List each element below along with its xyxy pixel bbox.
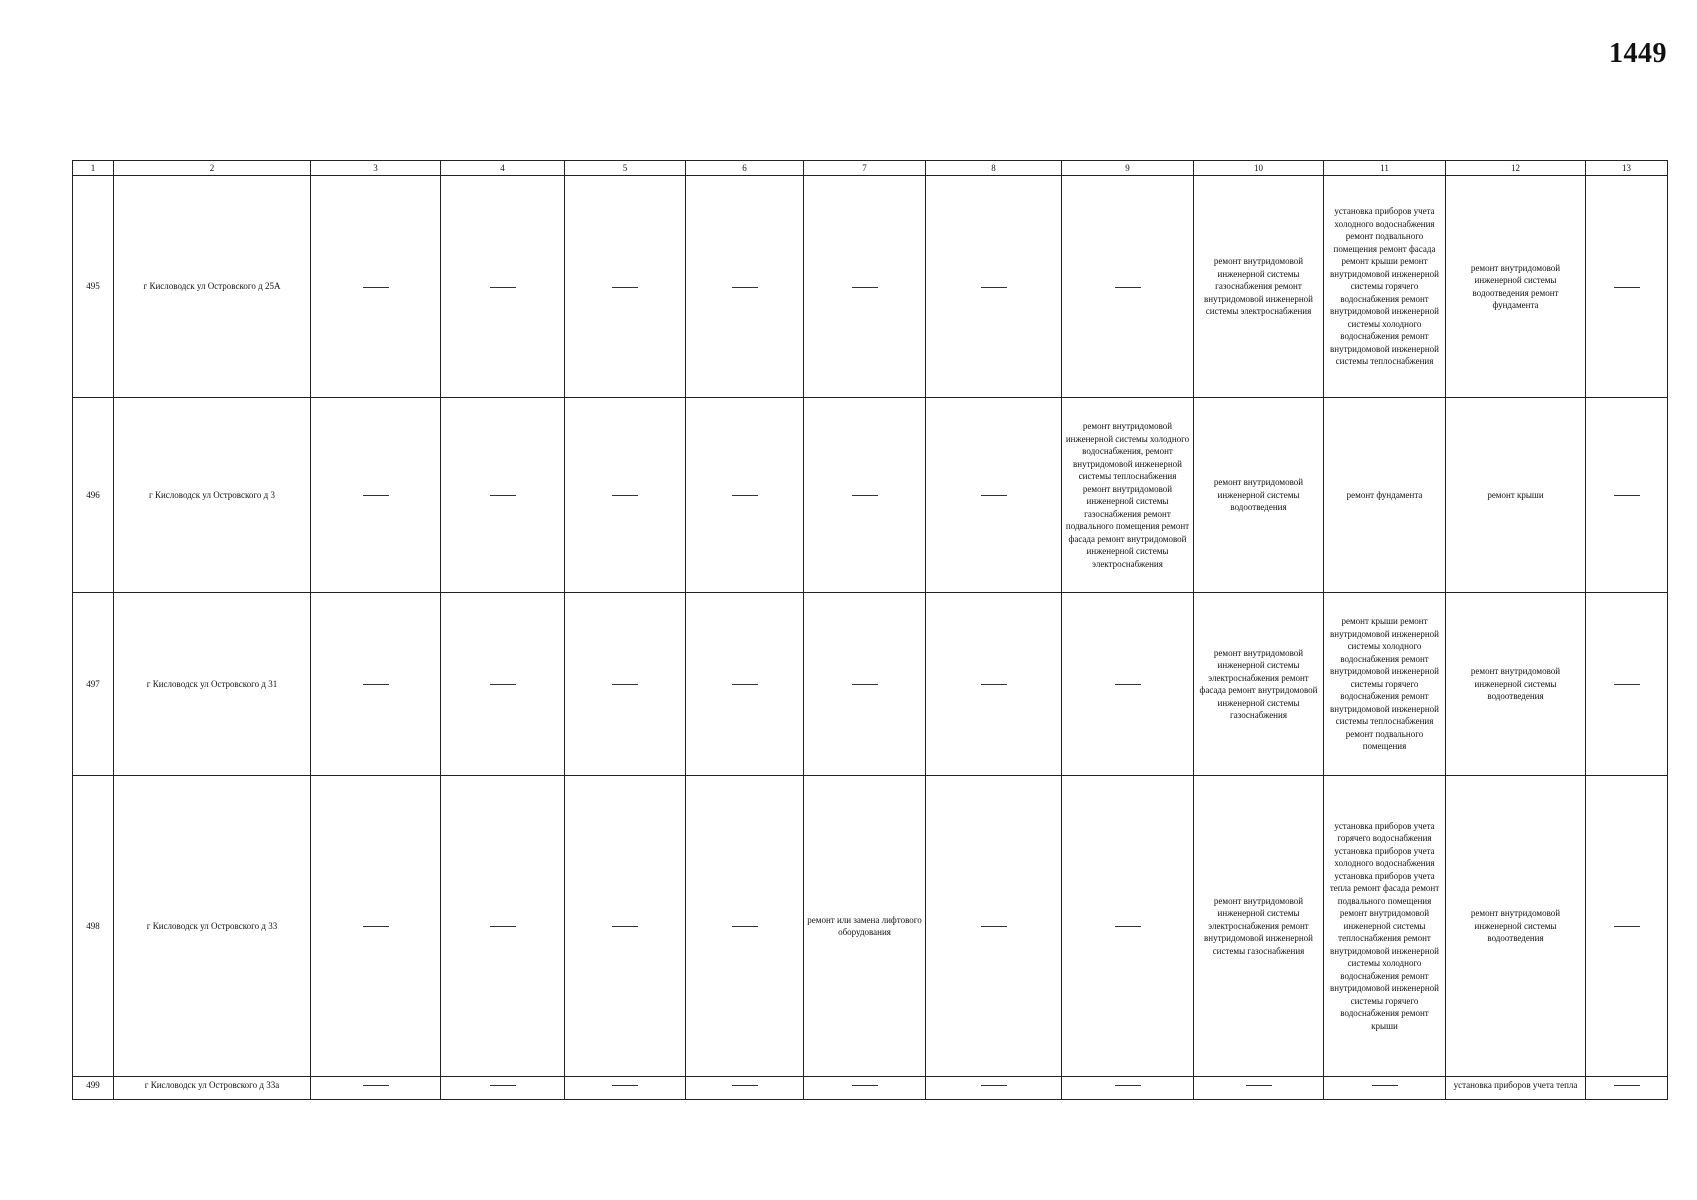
table-row (73, 1077, 1668, 1100)
work-text: ремонт внутридомовой инженерной системы водоотведения (1470, 908, 1561, 944)
dash-mark (490, 684, 516, 685)
dash-mark (981, 926, 1007, 927)
dash-mark (490, 926, 516, 927)
work-cell (1194, 398, 1324, 593)
table-row (73, 398, 1668, 593)
empty-cell (311, 1077, 441, 1100)
empty-cell (926, 1077, 1062, 1100)
dash-mark (852, 287, 878, 288)
repair-schedule-table (72, 160, 1668, 1100)
empty-cell (1586, 776, 1668, 1077)
work-cell (1446, 593, 1586, 776)
dash-mark (1115, 287, 1141, 288)
dash-mark (490, 1085, 516, 1086)
work-cell (1324, 593, 1446, 776)
empty-cell (1324, 1077, 1446, 1100)
dash-mark (852, 1085, 878, 1086)
dash-mark (981, 684, 1007, 685)
header-cell: 6 (686, 161, 804, 176)
empty-cell (1586, 1077, 1668, 1100)
empty-cell (686, 1077, 804, 1100)
header-cell: 13 (1586, 161, 1668, 176)
work-text: ремонт внутридомовой инженерной системы электроснабжения ремонт внутридомовой инженерной системы газоснабжения (1204, 895, 1313, 956)
header-cell: 2 (114, 161, 311, 176)
empty-cell (565, 776, 686, 1077)
dash-mark (1115, 1085, 1141, 1086)
empty-cell (441, 176, 565, 398)
header-cell: 12 (1446, 161, 1586, 176)
empty-cell (1586, 398, 1668, 593)
work-text: ремонт внутридомовой инженерной системы водоотведения (1213, 477, 1304, 513)
row-number: 498 (73, 776, 114, 1077)
dash-mark (612, 926, 638, 927)
row-number: 497 (73, 593, 114, 776)
work-cell (1062, 398, 1194, 593)
dash-mark (732, 1085, 758, 1086)
row-address: г Кисловодск ул Островского д 33а (114, 1077, 311, 1100)
empty-cell (1586, 593, 1668, 776)
dash-mark (363, 1085, 389, 1086)
dash-mark (732, 495, 758, 496)
dash-mark (1614, 684, 1640, 685)
empty-cell (926, 593, 1062, 776)
empty-cell (926, 776, 1062, 1077)
dash-mark (1115, 684, 1141, 685)
empty-cell (311, 398, 441, 593)
header-cell: 5 (565, 161, 686, 176)
empty-cell (1062, 593, 1194, 776)
empty-cell (311, 776, 441, 1077)
dash-mark (732, 684, 758, 685)
dash-mark (732, 926, 758, 927)
header-cell: 4 (441, 161, 565, 176)
work-text: ремонт внутридомовой инженерной системы водоотведения ремонт фундамента (1470, 262, 1561, 310)
empty-cell (1062, 776, 1194, 1077)
page-number: 1449 (1609, 38, 1667, 69)
work-text: установка приборов учета холодного водоснабжения ремонт подвального помещения ремонт фасада ремонт крыши ремонт внутридомовой инженерной системы горячего водоснабжения ремонт внутридомовой инженерной системы холодного водоснабжения ремонт внутридомовой инженерной системы теплоснабжения (1330, 206, 1439, 367)
empty-cell (565, 176, 686, 398)
dash-mark (1614, 287, 1640, 288)
header-cell: 7 (804, 161, 926, 176)
work-cell (1194, 776, 1324, 1077)
work-cell (1446, 776, 1586, 1077)
empty-cell (686, 398, 804, 593)
dash-mark (1372, 1085, 1398, 1086)
empty-cell (1062, 176, 1194, 398)
work-cell (1324, 398, 1446, 593)
row-address: г Кисловодск ул Островского д 31 (114, 593, 311, 776)
row-number: 495 (73, 176, 114, 398)
empty-cell (804, 398, 926, 593)
dash-mark (1614, 495, 1640, 496)
dash-mark (363, 287, 389, 288)
empty-cell (311, 593, 441, 776)
dash-mark (981, 287, 1007, 288)
empty-cell (441, 398, 565, 593)
row-address: г Кисловодск ул Островского д 3 (114, 398, 311, 593)
empty-cell (804, 1077, 926, 1100)
dash-mark (490, 287, 516, 288)
empty-cell (565, 1077, 686, 1100)
row-address: г Кисловодск ул Островского д 25А (114, 176, 311, 398)
dash-mark (363, 495, 389, 496)
work-text: ремонт крыши (1487, 489, 1544, 500)
work-text: установка приборов учета горячего водоснабжения установка приборов учета холодного водоснабжения установка приборов учета тепла ремонт фасада ремонт подвального помещения ремонт внутридомовой инженерной системы теплоснабжения ремонт внутридомовой инженерной системы холодного водоснабжения ремонт внутридомовой инженерной системы горячего водоснабжения ремонт крыши (1329, 820, 1440, 1031)
empty-cell (1062, 1077, 1194, 1100)
header-row (73, 161, 1668, 176)
work-cell (1324, 776, 1446, 1077)
dash-mark (732, 287, 758, 288)
header-cell: 11 (1324, 161, 1446, 176)
work-cell (1446, 398, 1586, 593)
empty-cell (804, 593, 926, 776)
table-row (73, 776, 1668, 1077)
dash-mark (1115, 926, 1141, 927)
work-text: ремонт крыши ремонт внутридомовой инженерной системы холодного водоснабжения ремонт внутридомовой инженерной системы горячего водоснабжения ремонт внутридомовой инженерной системы теплоснабжения ремонт подвального помещения (1330, 616, 1439, 752)
empty-cell (1586, 176, 1668, 398)
header-cell: 10 (1194, 161, 1324, 176)
header-cell: 8 (926, 161, 1062, 176)
work-text: установка приборов учета тепла (1453, 1080, 1578, 1090)
row-address: г Кисловодск ул Островского д 33 (114, 776, 311, 1077)
dash-mark (1614, 1085, 1640, 1086)
dash-mark (981, 495, 1007, 496)
empty-cell (311, 176, 441, 398)
work-cell (1194, 176, 1324, 398)
dash-mark (612, 287, 638, 288)
empty-cell (926, 176, 1062, 398)
dash-mark (363, 684, 389, 685)
row-number: 496 (73, 398, 114, 593)
empty-cell (804, 176, 926, 398)
dash-mark (363, 926, 389, 927)
dash-mark (852, 684, 878, 685)
empty-cell (441, 593, 565, 776)
empty-cell (441, 776, 565, 1077)
empty-cell (686, 776, 804, 1077)
empty-cell (686, 593, 804, 776)
work-text: ремонт внутридомовой инженерной системы электроснабжения ремонт фасада ремонт внутридомовой инженерной системы газоснабжения (1199, 647, 1318, 720)
work-cell (1324, 176, 1446, 398)
table-row (73, 176, 1668, 398)
work-cell (1194, 593, 1324, 776)
work-text: ремонт внутридомовой инженерной системы газоснабжения ремонт внутридомовой инженерной системы электроснабжения (1204, 256, 1313, 317)
work-cell (1446, 1077, 1586, 1100)
empty-cell (565, 593, 686, 776)
empty-cell (926, 398, 1062, 593)
table-body (73, 176, 1668, 1100)
header-cell: 1 (73, 161, 114, 176)
dash-mark (490, 495, 516, 496)
work-text: ремонт внутридомовой инженерной системы холодного водоснабжения, ремонт внутридомовой инженерной системы теплоснабжения ремонт внутридомовой инженерной системы газоснабжения ремонт подвального помещения ремонт фасада ремонт внутридомовой инженерной системы электроснабжения (1065, 421, 1190, 569)
empty-cell (441, 1077, 565, 1100)
row-number: 499 (73, 1077, 114, 1100)
work-text: ремонт фундамента (1346, 489, 1423, 500)
dash-mark (1614, 926, 1640, 927)
dash-mark (1246, 1085, 1272, 1086)
dash-mark (612, 495, 638, 496)
dash-mark (981, 1085, 1007, 1086)
header-cell: 9 (1062, 161, 1194, 176)
work-text: ремонт внутридомовой инженерной системы водоотведения (1470, 666, 1561, 702)
work-text: ремонт или замена лифтового оборудования (807, 914, 922, 937)
table-row (73, 593, 1668, 776)
empty-cell (686, 176, 804, 398)
empty-cell (565, 398, 686, 593)
dash-mark (612, 684, 638, 685)
header-cell: 3 (311, 161, 441, 176)
dash-mark (612, 1085, 638, 1086)
work-cell (804, 776, 926, 1077)
work-cell (1446, 176, 1586, 398)
empty-cell (1194, 1077, 1324, 1100)
dash-mark (852, 495, 878, 496)
